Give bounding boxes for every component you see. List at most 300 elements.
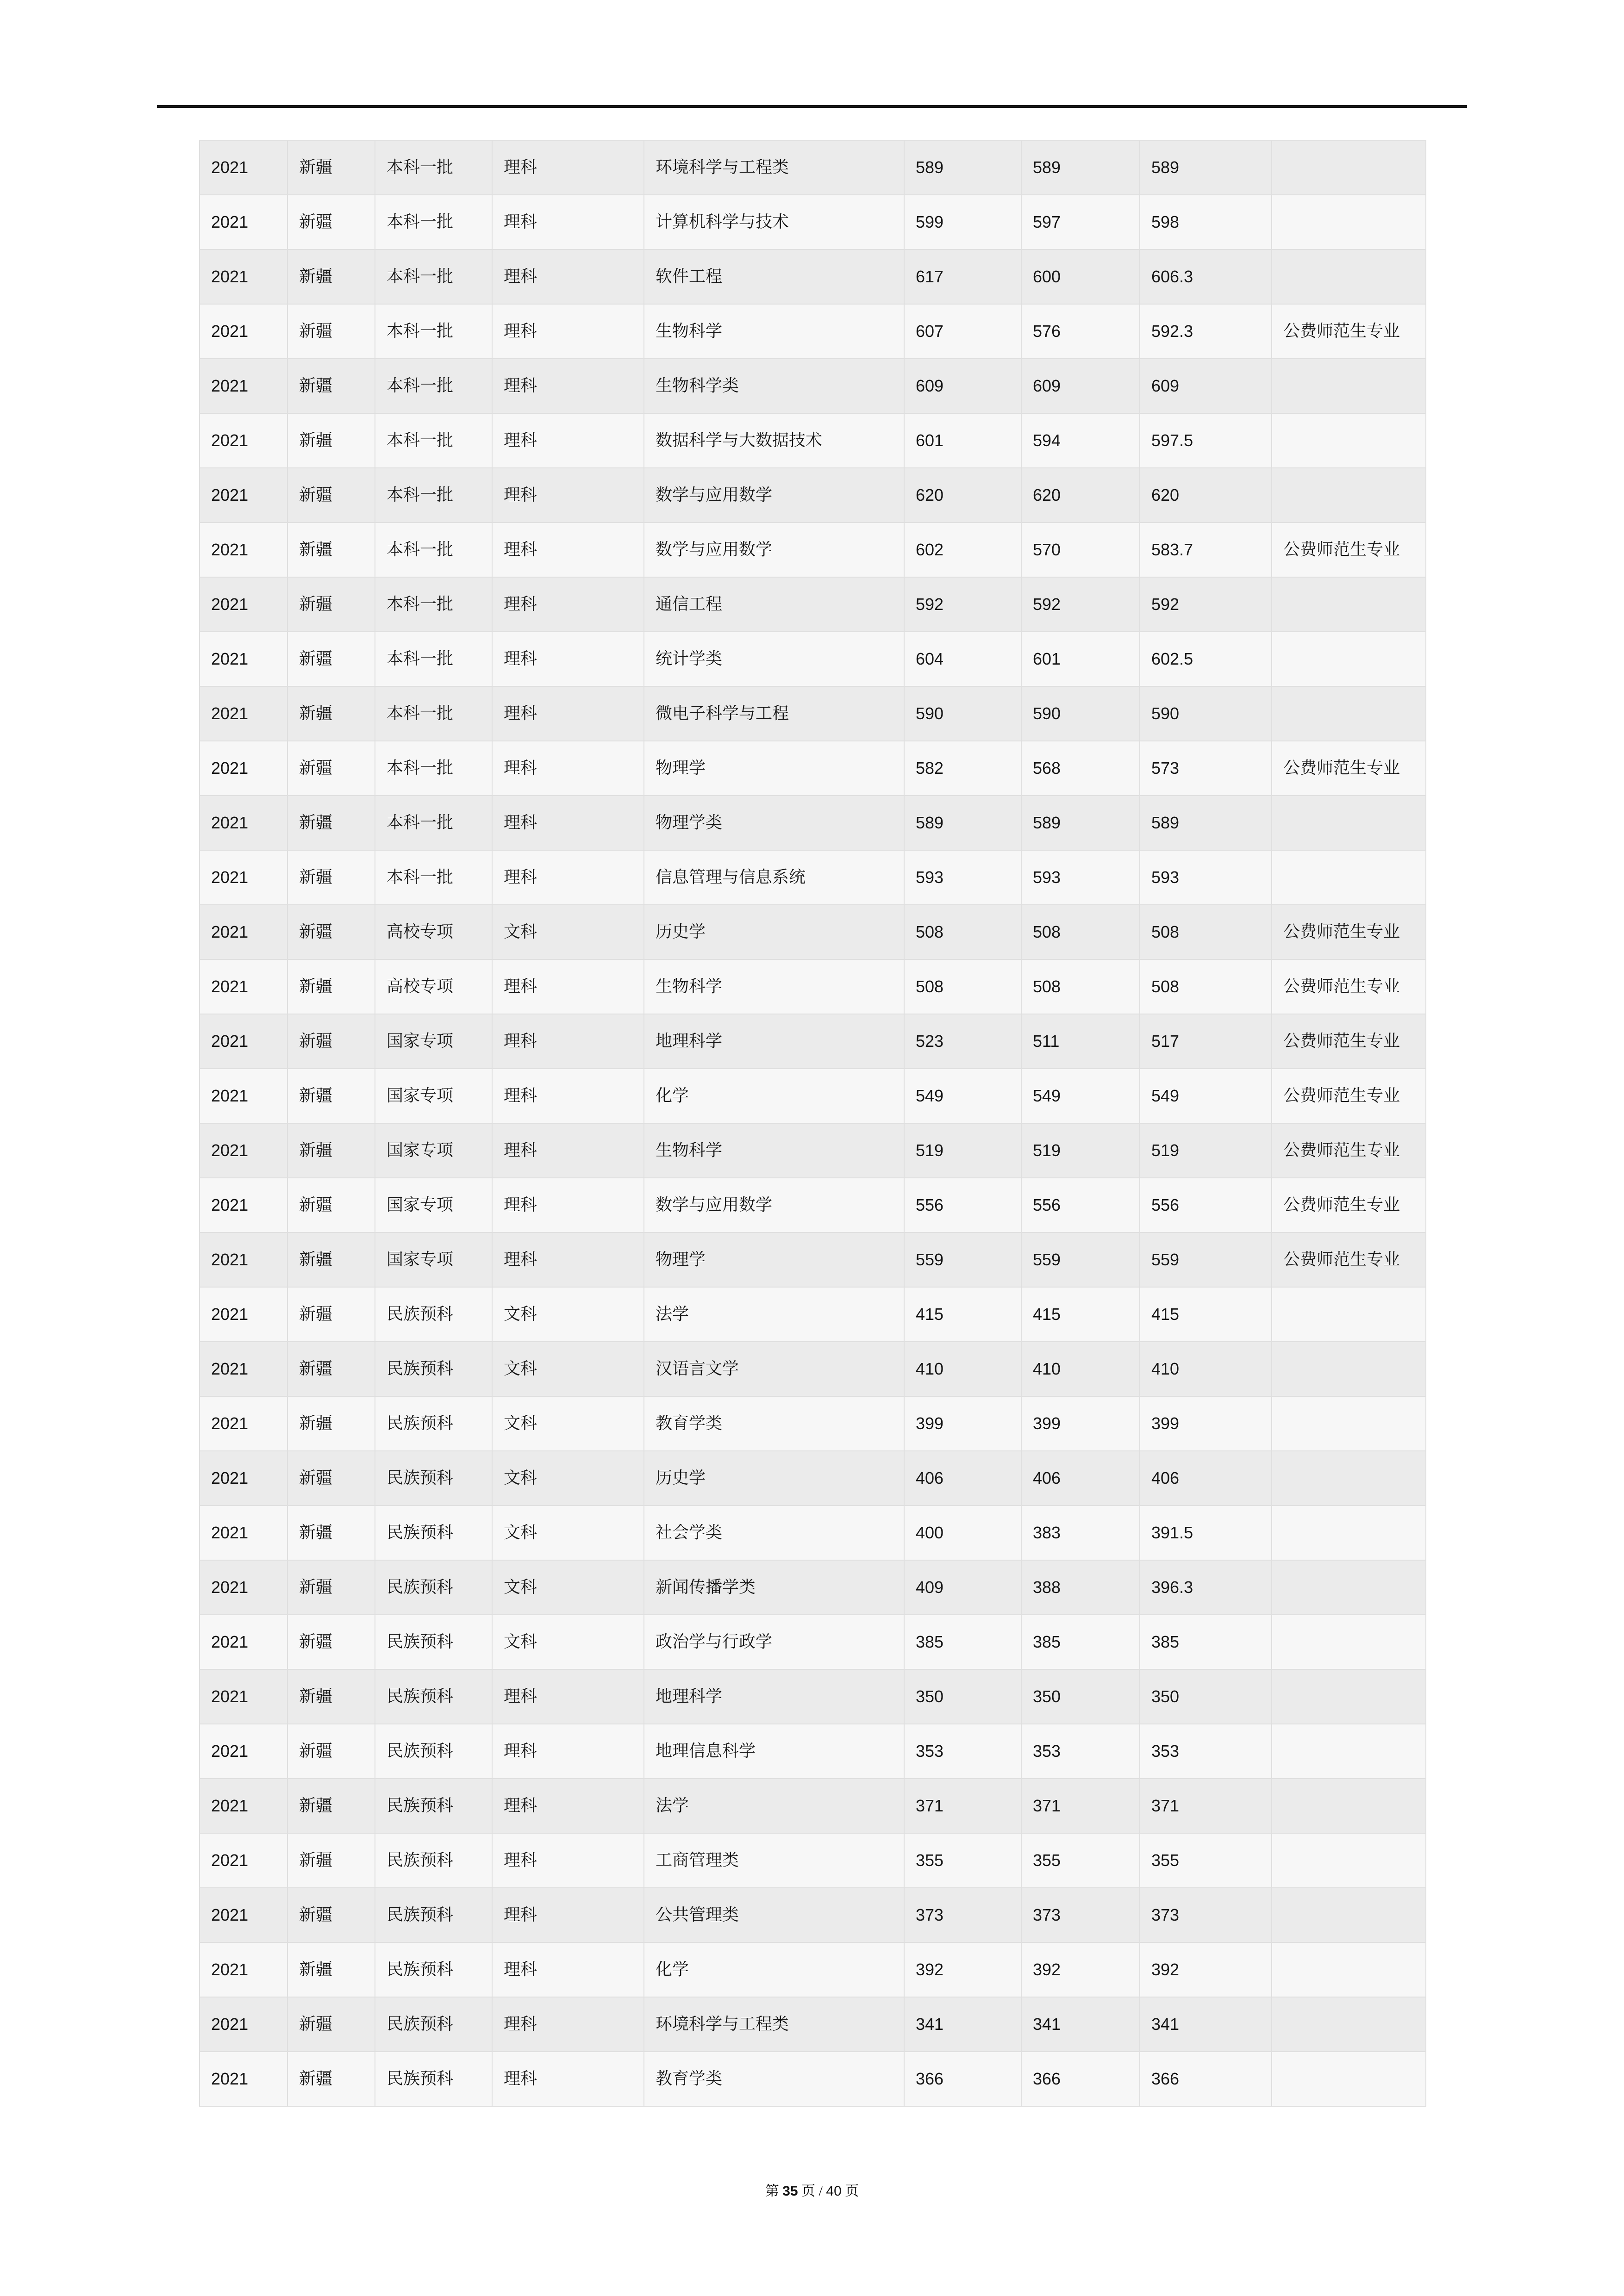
cell-score-avg: 396.3 bbox=[1140, 1560, 1272, 1615]
cell-note: 公费师范生专业 bbox=[1272, 1232, 1426, 1287]
cell-year: 2021 bbox=[200, 304, 287, 359]
cell-major: 物理学类 bbox=[644, 796, 904, 850]
table-row bbox=[200, 1833, 1426, 1888]
cell-track: 理科 bbox=[492, 2052, 644, 2106]
cell-year: 2021 bbox=[200, 2052, 287, 2106]
cell-track: 理科 bbox=[492, 796, 644, 850]
cell-year: 2021 bbox=[200, 796, 287, 850]
cell-year: 2021 bbox=[200, 1014, 287, 1069]
cell-note: 公费师范生专业 bbox=[1272, 304, 1426, 359]
cell-score-avg: 602.5 bbox=[1140, 632, 1272, 686]
cell-score-min: 559 bbox=[1021, 1232, 1140, 1287]
cell-province: 新疆 bbox=[287, 1833, 375, 1888]
cell-score-avg: 573 bbox=[1140, 741, 1272, 796]
table-row bbox=[200, 686, 1426, 741]
table-row bbox=[200, 1942, 1426, 1997]
table-row bbox=[200, 1342, 1426, 1396]
cell-note: 公费师范生专业 bbox=[1272, 1178, 1426, 1232]
cell-score-min: 341 bbox=[1021, 1997, 1140, 2052]
cell-score-min: 590 bbox=[1021, 686, 1140, 741]
cell-batch: 本科一批 bbox=[375, 523, 492, 577]
cell-score-avg: 350 bbox=[1140, 1669, 1272, 1724]
cell-batch: 民族预科 bbox=[375, 1669, 492, 1724]
cell-score-max: 602 bbox=[904, 523, 1021, 577]
cell-score-min: 589 bbox=[1021, 140, 1140, 195]
cell-note: 公费师范生专业 bbox=[1272, 1014, 1426, 1069]
table-row bbox=[200, 1396, 1426, 1451]
cell-track: 理科 bbox=[492, 468, 644, 523]
cell-year: 2021 bbox=[200, 1178, 287, 1232]
cell-score-avg: 366 bbox=[1140, 2052, 1272, 2106]
cell-year: 2021 bbox=[200, 413, 287, 468]
cell-note: 公费师范生专业 bbox=[1272, 959, 1426, 1014]
cell-province: 新疆 bbox=[287, 1669, 375, 1724]
cell-score-avg: 355 bbox=[1140, 1833, 1272, 1888]
cell-province: 新疆 bbox=[287, 195, 375, 249]
cell-batch: 民族预科 bbox=[375, 1833, 492, 1888]
cell-note bbox=[1272, 1942, 1426, 1997]
cell-year: 2021 bbox=[200, 632, 287, 686]
cell-score-max: 549 bbox=[904, 1069, 1021, 1123]
table-row bbox=[200, 1560, 1426, 1615]
cell-score-avg: 508 bbox=[1140, 905, 1272, 959]
header-rule bbox=[157, 105, 1467, 108]
cell-track: 理科 bbox=[492, 850, 644, 905]
cell-batch: 本科一批 bbox=[375, 249, 492, 304]
cell-year: 2021 bbox=[200, 1396, 287, 1451]
cell-note bbox=[1272, 850, 1426, 905]
cell-score-max: 617 bbox=[904, 249, 1021, 304]
cell-score-min: 594 bbox=[1021, 413, 1140, 468]
cell-note bbox=[1272, 686, 1426, 741]
cell-batch: 本科一批 bbox=[375, 468, 492, 523]
cell-score-max: 582 bbox=[904, 741, 1021, 796]
cell-year: 2021 bbox=[200, 1997, 287, 2052]
cell-track: 理科 bbox=[492, 359, 644, 413]
cell-major: 通信工程 bbox=[644, 577, 904, 632]
cell-province: 新疆 bbox=[287, 1779, 375, 1833]
cell-major: 数学与应用数学 bbox=[644, 468, 904, 523]
table-row bbox=[200, 1997, 1426, 2052]
cell-province: 新疆 bbox=[287, 1997, 375, 2052]
cell-batch: 本科一批 bbox=[375, 577, 492, 632]
cell-score-min: 383 bbox=[1021, 1506, 1140, 1560]
cell-year: 2021 bbox=[200, 686, 287, 741]
cell-major: 物理学 bbox=[644, 741, 904, 796]
cell-track: 文科 bbox=[492, 1287, 644, 1342]
cell-score-max: 371 bbox=[904, 1779, 1021, 1833]
cell-batch: 本科一批 bbox=[375, 413, 492, 468]
cell-major: 历史学 bbox=[644, 905, 904, 959]
cell-province: 新疆 bbox=[287, 1560, 375, 1615]
footer-separator: 页 / bbox=[798, 2184, 826, 2199]
cell-year: 2021 bbox=[200, 1888, 287, 1942]
cell-batch: 本科一批 bbox=[375, 304, 492, 359]
cell-score-max: 609 bbox=[904, 359, 1021, 413]
cell-score-avg: 593 bbox=[1140, 850, 1272, 905]
cell-score-max: 593 bbox=[904, 850, 1021, 905]
cell-major: 化学 bbox=[644, 1069, 904, 1123]
cell-track: 理科 bbox=[492, 1232, 644, 1287]
cell-major: 法学 bbox=[644, 1779, 904, 1833]
cell-score-min: 568 bbox=[1021, 741, 1140, 796]
cell-province: 新疆 bbox=[287, 413, 375, 468]
cell-score-min: 353 bbox=[1021, 1724, 1140, 1779]
cell-score-avg: 415 bbox=[1140, 1287, 1272, 1342]
cell-major: 地理科学 bbox=[644, 1669, 904, 1724]
cell-major: 公共管理类 bbox=[644, 1888, 904, 1942]
cell-score-max: 592 bbox=[904, 577, 1021, 632]
cell-score-avg: 556 bbox=[1140, 1178, 1272, 1232]
cell-batch: 本科一批 bbox=[375, 686, 492, 741]
table-row bbox=[200, 741, 1426, 796]
footer-label-after: 页 bbox=[841, 2184, 859, 2199]
cell-note bbox=[1272, 195, 1426, 249]
cell-track: 理科 bbox=[492, 577, 644, 632]
cell-score-min: 355 bbox=[1021, 1833, 1140, 1888]
cell-year: 2021 bbox=[200, 1342, 287, 1396]
cell-track: 理科 bbox=[492, 1178, 644, 1232]
cell-note bbox=[1272, 632, 1426, 686]
cell-province: 新疆 bbox=[287, 686, 375, 741]
cell-batch: 本科一批 bbox=[375, 850, 492, 905]
cell-score-min: 600 bbox=[1021, 249, 1140, 304]
cell-major: 软件工程 bbox=[644, 249, 904, 304]
cell-track: 理科 bbox=[492, 959, 644, 1014]
cell-year: 2021 bbox=[200, 1506, 287, 1560]
cell-track: 理科 bbox=[492, 140, 644, 195]
cell-note bbox=[1272, 1669, 1426, 1724]
cell-score-min: 415 bbox=[1021, 1287, 1140, 1342]
cell-score-max: 607 bbox=[904, 304, 1021, 359]
cell-year: 2021 bbox=[200, 1615, 287, 1669]
cell-major: 教育学类 bbox=[644, 1396, 904, 1451]
cell-province: 新疆 bbox=[287, 577, 375, 632]
cell-major: 工商管理类 bbox=[644, 1833, 904, 1888]
cell-major: 政治学与行政学 bbox=[644, 1615, 904, 1669]
cell-score-avg: 371 bbox=[1140, 1779, 1272, 1833]
cell-note bbox=[1272, 1560, 1426, 1615]
cell-score-min: 406 bbox=[1021, 1451, 1140, 1506]
cell-score-min: 385 bbox=[1021, 1615, 1140, 1669]
cell-track: 理科 bbox=[492, 1724, 644, 1779]
cell-score-avg: 341 bbox=[1140, 1997, 1272, 2052]
cell-score-min: 350 bbox=[1021, 1669, 1140, 1724]
cell-note bbox=[1272, 1888, 1426, 1942]
cell-score-max: 604 bbox=[904, 632, 1021, 686]
cell-track: 理科 bbox=[492, 1669, 644, 1724]
cell-batch: 民族预科 bbox=[375, 1396, 492, 1451]
cell-note: 公费师范生专业 bbox=[1272, 523, 1426, 577]
cell-track: 理科 bbox=[492, 1942, 644, 1997]
cell-score-min: 511 bbox=[1021, 1014, 1140, 1069]
cell-batch: 本科一批 bbox=[375, 195, 492, 249]
cell-track: 理科 bbox=[492, 632, 644, 686]
cell-score-max: 385 bbox=[904, 1615, 1021, 1669]
table-row bbox=[200, 1178, 1426, 1232]
table-row bbox=[200, 1451, 1426, 1506]
cell-score-min: 601 bbox=[1021, 632, 1140, 686]
cell-batch: 民族预科 bbox=[375, 1560, 492, 1615]
cell-score-avg: 406 bbox=[1140, 1451, 1272, 1506]
cell-batch: 民族预科 bbox=[375, 2052, 492, 2106]
cell-score-min: 410 bbox=[1021, 1342, 1140, 1396]
table-row bbox=[200, 140, 1426, 195]
cell-year: 2021 bbox=[200, 468, 287, 523]
cell-score-avg: 517 bbox=[1140, 1014, 1272, 1069]
cell-score-max: 620 bbox=[904, 468, 1021, 523]
cell-score-max: 373 bbox=[904, 1888, 1021, 1942]
cell-province: 新疆 bbox=[287, 1014, 375, 1069]
cell-batch: 民族预科 bbox=[375, 1451, 492, 1506]
cell-score-avg: 583.7 bbox=[1140, 523, 1272, 577]
cell-note bbox=[1272, 359, 1426, 413]
admission-scores-table bbox=[199, 140, 1426, 2107]
cell-province: 新疆 bbox=[287, 2052, 375, 2106]
cell-major: 数学与应用数学 bbox=[644, 1178, 904, 1232]
cell-score-avg: 549 bbox=[1140, 1069, 1272, 1123]
cell-score-max: 519 bbox=[904, 1123, 1021, 1178]
footer-label-before: 第 bbox=[765, 2184, 783, 2199]
cell-note bbox=[1272, 1287, 1426, 1342]
cell-track: 理科 bbox=[492, 1779, 644, 1833]
cell-year: 2021 bbox=[200, 523, 287, 577]
cell-year: 2021 bbox=[200, 359, 287, 413]
table-row bbox=[200, 249, 1426, 304]
cell-province: 新疆 bbox=[287, 850, 375, 905]
cell-year: 2021 bbox=[200, 1724, 287, 1779]
cell-province: 新疆 bbox=[287, 632, 375, 686]
table-row bbox=[200, 195, 1426, 249]
cell-year: 2021 bbox=[200, 1123, 287, 1178]
cell-year: 2021 bbox=[200, 577, 287, 632]
cell-score-avg: 399 bbox=[1140, 1396, 1272, 1451]
cell-score-max: 415 bbox=[904, 1287, 1021, 1342]
cell-score-max: 601 bbox=[904, 413, 1021, 468]
cell-batch: 高校专项 bbox=[375, 905, 492, 959]
cell-score-avg: 609 bbox=[1140, 359, 1272, 413]
cell-note bbox=[1272, 1342, 1426, 1396]
cell-score-max: 559 bbox=[904, 1232, 1021, 1287]
cell-score-min: 508 bbox=[1021, 905, 1140, 959]
cell-major: 信息管理与信息系统 bbox=[644, 850, 904, 905]
table-row bbox=[200, 468, 1426, 523]
cell-note bbox=[1272, 796, 1426, 850]
cell-score-max: 341 bbox=[904, 1997, 1021, 2052]
cell-score-max: 508 bbox=[904, 905, 1021, 959]
cell-province: 新疆 bbox=[287, 1232, 375, 1287]
table-row bbox=[200, 1287, 1426, 1342]
table-row bbox=[200, 523, 1426, 577]
cell-province: 新疆 bbox=[287, 304, 375, 359]
cell-note bbox=[1272, 1997, 1426, 2052]
cell-score-avg: 373 bbox=[1140, 1888, 1272, 1942]
cell-year: 2021 bbox=[200, 1669, 287, 1724]
cell-score-max: 400 bbox=[904, 1506, 1021, 1560]
cell-score-min: 620 bbox=[1021, 468, 1140, 523]
cell-batch: 国家专项 bbox=[375, 1178, 492, 1232]
page-footer bbox=[0, 2179, 1624, 2200]
table-row bbox=[200, 1615, 1426, 1669]
cell-province: 新疆 bbox=[287, 959, 375, 1014]
cell-track: 理科 bbox=[492, 741, 644, 796]
cell-score-min: 609 bbox=[1021, 359, 1140, 413]
cell-year: 2021 bbox=[200, 1232, 287, 1287]
cell-track: 理科 bbox=[492, 1997, 644, 2052]
table-row bbox=[200, 1123, 1426, 1178]
cell-major: 汉语言文学 bbox=[644, 1342, 904, 1396]
cell-track: 文科 bbox=[492, 1506, 644, 1560]
cell-score-min: 576 bbox=[1021, 304, 1140, 359]
cell-major: 环境科学与工程类 bbox=[644, 140, 904, 195]
cell-track: 理科 bbox=[492, 1014, 644, 1069]
cell-province: 新疆 bbox=[287, 140, 375, 195]
cell-score-min: 592 bbox=[1021, 577, 1140, 632]
cell-score-avg: 385 bbox=[1140, 1615, 1272, 1669]
cell-major: 化学 bbox=[644, 1942, 904, 1997]
cell-score-avg: 508 bbox=[1140, 959, 1272, 1014]
cell-province: 新疆 bbox=[287, 1178, 375, 1232]
cell-note bbox=[1272, 140, 1426, 195]
cell-major: 生物科学 bbox=[644, 1123, 904, 1178]
cell-note bbox=[1272, 249, 1426, 304]
cell-year: 2021 bbox=[200, 1942, 287, 1997]
cell-track: 文科 bbox=[492, 1342, 644, 1396]
cell-batch: 本科一批 bbox=[375, 140, 492, 195]
cell-score-max: 599 bbox=[904, 195, 1021, 249]
cell-batch: 民族预科 bbox=[375, 1779, 492, 1833]
cell-score-max: 355 bbox=[904, 1833, 1021, 1888]
cell-track: 理科 bbox=[492, 195, 644, 249]
cell-province: 新疆 bbox=[287, 249, 375, 304]
cell-track: 文科 bbox=[492, 1615, 644, 1669]
cell-note bbox=[1272, 1615, 1426, 1669]
cell-score-avg: 592 bbox=[1140, 577, 1272, 632]
table-body bbox=[200, 140, 1426, 2106]
cell-province: 新疆 bbox=[287, 1069, 375, 1123]
table-row bbox=[200, 1779, 1426, 1833]
cell-province: 新疆 bbox=[287, 905, 375, 959]
cell-year: 2021 bbox=[200, 1560, 287, 1615]
cell-score-max: 523 bbox=[904, 1014, 1021, 1069]
cell-track: 文科 bbox=[492, 905, 644, 959]
cell-province: 新疆 bbox=[287, 523, 375, 577]
cell-province: 新疆 bbox=[287, 741, 375, 796]
cell-province: 新疆 bbox=[287, 1942, 375, 1997]
cell-province: 新疆 bbox=[287, 1724, 375, 1779]
cell-batch: 国家专项 bbox=[375, 1069, 492, 1123]
table-row bbox=[200, 359, 1426, 413]
cell-major: 教育学类 bbox=[644, 2052, 904, 2106]
table-row bbox=[200, 413, 1426, 468]
cell-major: 微电子科学与工程 bbox=[644, 686, 904, 741]
cell-year: 2021 bbox=[200, 1833, 287, 1888]
cell-score-max: 350 bbox=[904, 1669, 1021, 1724]
table-row bbox=[200, 959, 1426, 1014]
cell-track: 理科 bbox=[492, 249, 644, 304]
cell-batch: 民族预科 bbox=[375, 1287, 492, 1342]
cell-province: 新疆 bbox=[287, 1451, 375, 1506]
cell-batch: 国家专项 bbox=[375, 1014, 492, 1069]
cell-score-avg: 606.3 bbox=[1140, 249, 1272, 304]
cell-major: 环境科学与工程类 bbox=[644, 1997, 904, 2052]
cell-note: 公费师范生专业 bbox=[1272, 905, 1426, 959]
cell-province: 新疆 bbox=[287, 468, 375, 523]
cell-province: 新疆 bbox=[287, 1888, 375, 1942]
table-row bbox=[200, 1506, 1426, 1560]
cell-year: 2021 bbox=[200, 249, 287, 304]
cell-batch: 民族预科 bbox=[375, 1724, 492, 1779]
cell-track: 理科 bbox=[492, 413, 644, 468]
cell-batch: 国家专项 bbox=[375, 1232, 492, 1287]
cell-province: 新疆 bbox=[287, 1287, 375, 1342]
cell-batch: 民族预科 bbox=[375, 1506, 492, 1560]
cell-batch: 民族预科 bbox=[375, 1615, 492, 1669]
cell-batch: 民族预科 bbox=[375, 1888, 492, 1942]
table-row bbox=[200, 1232, 1426, 1287]
cell-track: 理科 bbox=[492, 1888, 644, 1942]
cell-province: 新疆 bbox=[287, 1396, 375, 1451]
cell-year: 2021 bbox=[200, 1451, 287, 1506]
cell-score-avg: 410 bbox=[1140, 1342, 1272, 1396]
cell-score-min: 570 bbox=[1021, 523, 1140, 577]
cell-note bbox=[1272, 413, 1426, 468]
cell-province: 新疆 bbox=[287, 359, 375, 413]
cell-major: 历史学 bbox=[644, 1451, 904, 1506]
cell-score-max: 589 bbox=[904, 796, 1021, 850]
footer-current-page: 35 bbox=[782, 2184, 798, 2199]
cell-year: 2021 bbox=[200, 1069, 287, 1123]
cell-major: 生物科学 bbox=[644, 304, 904, 359]
cell-score-max: 589 bbox=[904, 140, 1021, 195]
cell-note bbox=[1272, 2052, 1426, 2106]
cell-major: 法学 bbox=[644, 1287, 904, 1342]
table-row bbox=[200, 850, 1426, 905]
cell-score-max: 508 bbox=[904, 959, 1021, 1014]
cell-score-min: 597 bbox=[1021, 195, 1140, 249]
table-row bbox=[200, 796, 1426, 850]
cell-province: 新疆 bbox=[287, 796, 375, 850]
cell-province: 新疆 bbox=[287, 1615, 375, 1669]
cell-score-avg: 519 bbox=[1140, 1123, 1272, 1178]
cell-score-avg: 391.5 bbox=[1140, 1506, 1272, 1560]
cell-score-avg: 592.3 bbox=[1140, 304, 1272, 359]
table-row bbox=[200, 905, 1426, 959]
cell-score-max: 399 bbox=[904, 1396, 1021, 1451]
cell-note bbox=[1272, 1833, 1426, 1888]
cell-score-max: 366 bbox=[904, 2052, 1021, 2106]
cell-score-max: 392 bbox=[904, 1942, 1021, 1997]
cell-note: 公费师范生专业 bbox=[1272, 1123, 1426, 1178]
cell-score-max: 406 bbox=[904, 1451, 1021, 1506]
cell-note bbox=[1272, 577, 1426, 632]
cell-score-avg: 589 bbox=[1140, 140, 1272, 195]
cell-note bbox=[1272, 468, 1426, 523]
cell-major: 生物科学 bbox=[644, 959, 904, 1014]
cell-note bbox=[1272, 1779, 1426, 1833]
cell-track: 理科 bbox=[492, 1069, 644, 1123]
cell-year: 2021 bbox=[200, 741, 287, 796]
cell-major: 生物科学类 bbox=[644, 359, 904, 413]
cell-track: 理科 bbox=[492, 1833, 644, 1888]
cell-note: 公费师范生专业 bbox=[1272, 1069, 1426, 1123]
cell-score-avg: 590 bbox=[1140, 686, 1272, 741]
cell-batch: 高校专项 bbox=[375, 959, 492, 1014]
cell-score-min: 593 bbox=[1021, 850, 1140, 905]
cell-score-max: 353 bbox=[904, 1724, 1021, 1779]
table-row bbox=[200, 1069, 1426, 1123]
cell-major: 地理信息科学 bbox=[644, 1724, 904, 1779]
